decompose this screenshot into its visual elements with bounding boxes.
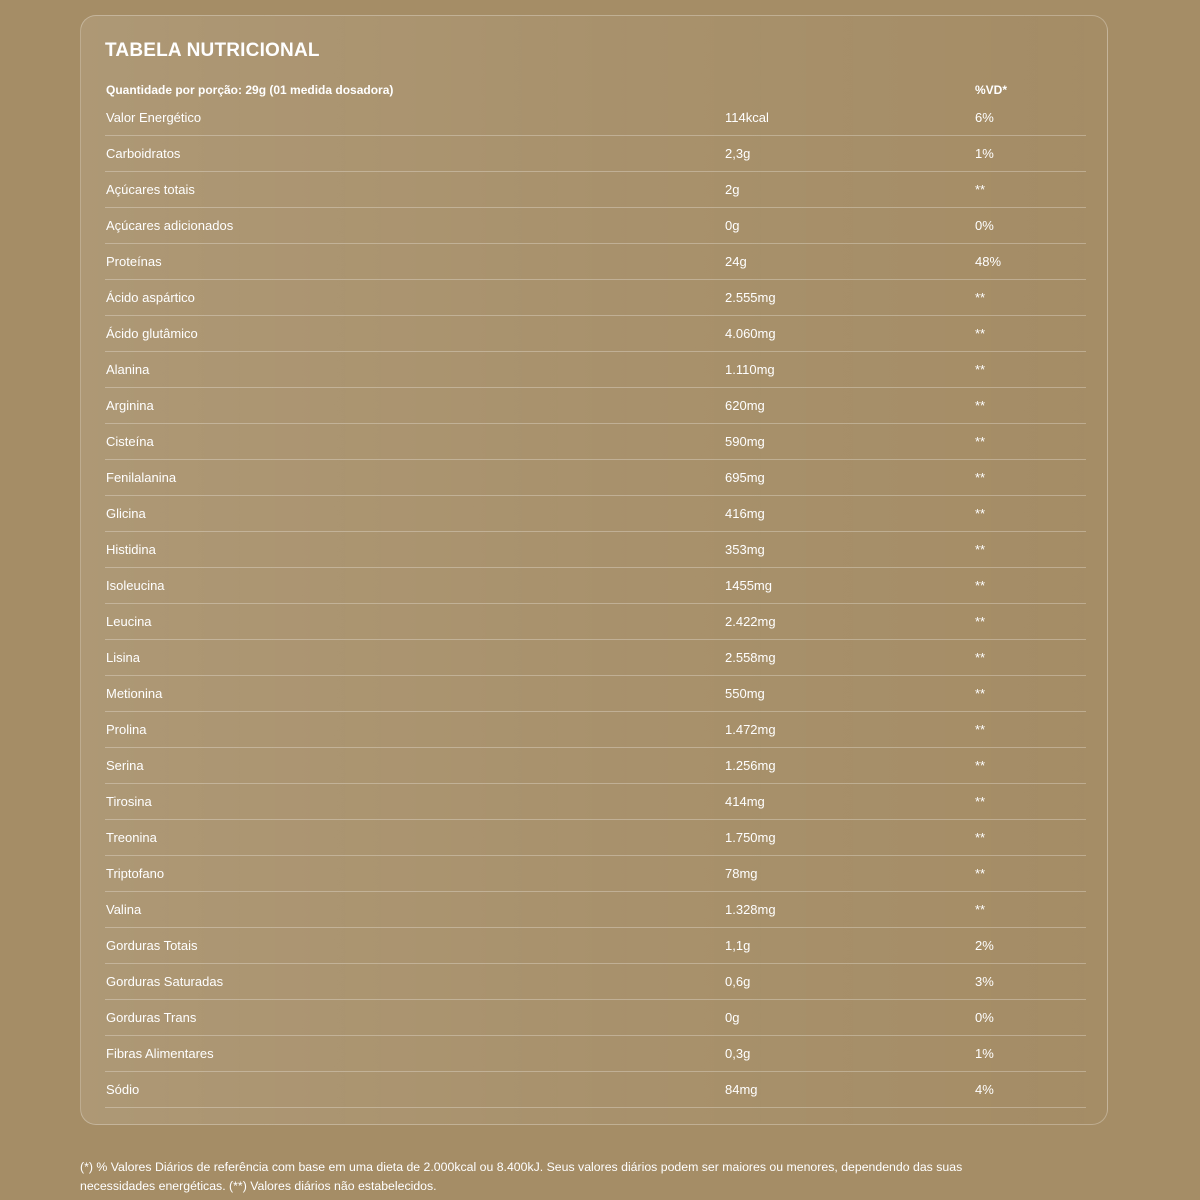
table-row: [105, 964, 1086, 1000]
nutrient-name: Lisina: [106, 650, 140, 665]
nutrient-name: Gorduras Saturadas: [106, 974, 224, 989]
nutrient-amount: 550mg: [725, 686, 765, 701]
nutrient-amount: 2g: [725, 182, 740, 197]
nutrient-amount: 620mg: [725, 398, 765, 413]
nutrient-name: Arginina: [106, 398, 154, 413]
nutrient-name: Valina: [106, 902, 142, 917]
nutrient-amount: 4.060mg: [725, 326, 776, 341]
nutrient-vd: **: [975, 506, 986, 521]
table-row: [105, 568, 1086, 604]
nutrient-amount: 1.110mg: [725, 362, 775, 377]
table-row: [105, 712, 1086, 748]
nutrient-name: Gorduras Totais: [106, 938, 198, 953]
nutrient-vd: **: [975, 686, 986, 701]
nutrient-vd: **: [975, 362, 986, 377]
nutrient-vd: **: [975, 542, 986, 557]
nutrient-vd: **: [975, 830, 986, 845]
table-row: [105, 424, 1086, 460]
nutrient-amount: 0,3g: [725, 1046, 751, 1061]
table-row: [105, 1036, 1086, 1072]
nutrient-amount: 1,1g: [725, 938, 751, 953]
nutrient-vd: **: [975, 182, 986, 197]
nutrient-amount: 416mg: [725, 506, 765, 521]
nutrient-vd: **: [975, 470, 986, 485]
table-row: [105, 856, 1086, 892]
nutrient-amount: 2.422mg: [725, 614, 776, 629]
nutrient-name: Proteínas: [106, 254, 162, 269]
nutrient-vd: **: [975, 794, 986, 809]
footnote-line-1: (*) % Valores Diários de referência com base em uma dieta de 2.000kcal ou 8.400kJ. Seus valores diários podem ser maiores ou menores, dependendo das suas: [80, 1160, 963, 1174]
table-row: [105, 280, 1086, 316]
nutrient-name: Histidina: [106, 542, 156, 557]
nutrient-vd: **: [975, 722, 986, 737]
nutrient-name: Açúcares totais: [106, 182, 195, 197]
nutrient-vd: 6%: [975, 110, 994, 125]
nutrient-amount: 24g: [725, 254, 747, 269]
nutrient-vd: **: [975, 578, 986, 593]
nutrient-name: Serina: [106, 758, 144, 773]
nutrient-name: Leucina: [106, 614, 152, 629]
nutrient-amount: 78mg: [725, 866, 758, 881]
table-row: [105, 1072, 1086, 1108]
nutrient-vd: **: [975, 434, 986, 449]
portion-label: Quantidade por porção: 29g (01 medida dosadora): [106, 83, 394, 97]
vd-header: %VD*: [975, 83, 1008, 97]
nutrient-amount: 695mg: [725, 470, 765, 485]
table-row: [105, 820, 1086, 856]
table-row: [105, 604, 1086, 640]
nutrient-amount: 114kcal: [725, 110, 769, 125]
table-row: [105, 208, 1086, 244]
nutrient-name: Ácido aspártico: [106, 290, 195, 305]
nutrient-name: Treonina: [106, 830, 157, 845]
nutrition-panel: [80, 15, 1108, 1125]
nutrient-name: Açúcares adicionados: [106, 218, 234, 233]
nutrient-vd: **: [975, 614, 986, 629]
table-row: [105, 1000, 1086, 1036]
nutrient-name: Triptofano: [106, 866, 165, 881]
nutrient-vd: **: [975, 290, 986, 305]
table-row: [105, 388, 1086, 424]
footnote-line-2: necessidades energéticas. (**) Valores diários não estabelecidos.: [80, 1179, 437, 1193]
table-row: [105, 748, 1086, 784]
nutrient-name: Isoleucina: [106, 578, 165, 593]
nutrient-amount: 0g: [725, 1010, 740, 1025]
nutrient-amount: 1.256mg: [725, 758, 776, 773]
table-row: [105, 640, 1086, 676]
nutrient-vd: 0%: [975, 218, 994, 233]
nutrient-amount: 0,6g: [725, 974, 751, 989]
nutrient-name: Sódio: [106, 1082, 140, 1097]
nutrient-name: Alanina: [106, 362, 150, 377]
table-row: [105, 100, 1086, 136]
nutrient-vd: 1%: [975, 146, 994, 161]
table-row: [105, 316, 1086, 352]
nutrient-vd: 0%: [975, 1010, 994, 1025]
nutrient-amount: 590mg: [725, 434, 765, 449]
nutrient-vd: 2%: [975, 938, 994, 953]
nutrient-vd: 1%: [975, 1046, 994, 1061]
nutrient-name: Prolina: [106, 722, 147, 737]
nutrient-name: Fenilalanina: [106, 470, 177, 485]
nutrient-amount: 0g: [725, 218, 740, 233]
nutrient-vd: 48%: [975, 254, 1002, 269]
nutrient-name: Glicina: [106, 506, 146, 521]
nutrient-amount: 84mg: [725, 1082, 758, 1097]
nutrient-name: Tirosina: [106, 794, 152, 809]
nutrient-name: Metionina: [106, 686, 163, 701]
nutrient-amount: 1455mg: [725, 578, 772, 593]
nutrient-vd: **: [975, 650, 986, 665]
table-row: [105, 136, 1086, 172]
table-row: [105, 244, 1086, 280]
nutrient-amount: 2,3g: [725, 146, 751, 161]
page-title: TABELA NUTRICIONAL: [105, 40, 320, 61]
table-row: [105, 928, 1086, 964]
nutrient-amount: 2.558mg: [725, 650, 776, 665]
nutrient-amount: 353mg: [725, 542, 765, 557]
nutrient-name: Cisteína: [106, 434, 154, 449]
nutrient-vd: **: [975, 758, 986, 773]
nutrient-name: Valor Energético: [106, 110, 202, 125]
nutrient-vd: **: [975, 902, 986, 917]
table-row: [105, 784, 1086, 820]
nutrient-amount: 1.750mg: [725, 830, 776, 845]
nutrition-table: [105, 80, 1086, 1108]
table-header: [105, 80, 1086, 100]
nutrient-vd: **: [975, 326, 986, 341]
nutrient-vd: 3%: [975, 974, 994, 989]
nutrient-name: Ácido glutâmico: [106, 326, 198, 341]
nutrient-amount: 2.555mg: [725, 290, 776, 305]
nutrient-vd: **: [975, 398, 986, 413]
table-row: [105, 172, 1086, 208]
nutrient-name: Fibras Alimentares: [106, 1046, 214, 1061]
table-row: [105, 496, 1086, 532]
table-row: [105, 676, 1086, 712]
nutrient-name: Gorduras Trans: [106, 1010, 197, 1025]
table-row: [105, 352, 1086, 388]
nutrient-amount: 1.472mg: [725, 722, 776, 737]
nutrient-amount: 414mg: [725, 794, 765, 809]
nutrient-vd: **: [975, 866, 986, 881]
nutrient-vd: 4%: [975, 1082, 994, 1097]
nutrient-name: Carboidratos: [106, 146, 181, 161]
table-row: [105, 532, 1086, 568]
nutrient-amount: 1.328mg: [725, 902, 776, 917]
table-row: [105, 460, 1086, 496]
table-body: [105, 100, 1086, 1108]
table-row: [105, 892, 1086, 928]
footnote: [80, 1158, 1120, 1196]
